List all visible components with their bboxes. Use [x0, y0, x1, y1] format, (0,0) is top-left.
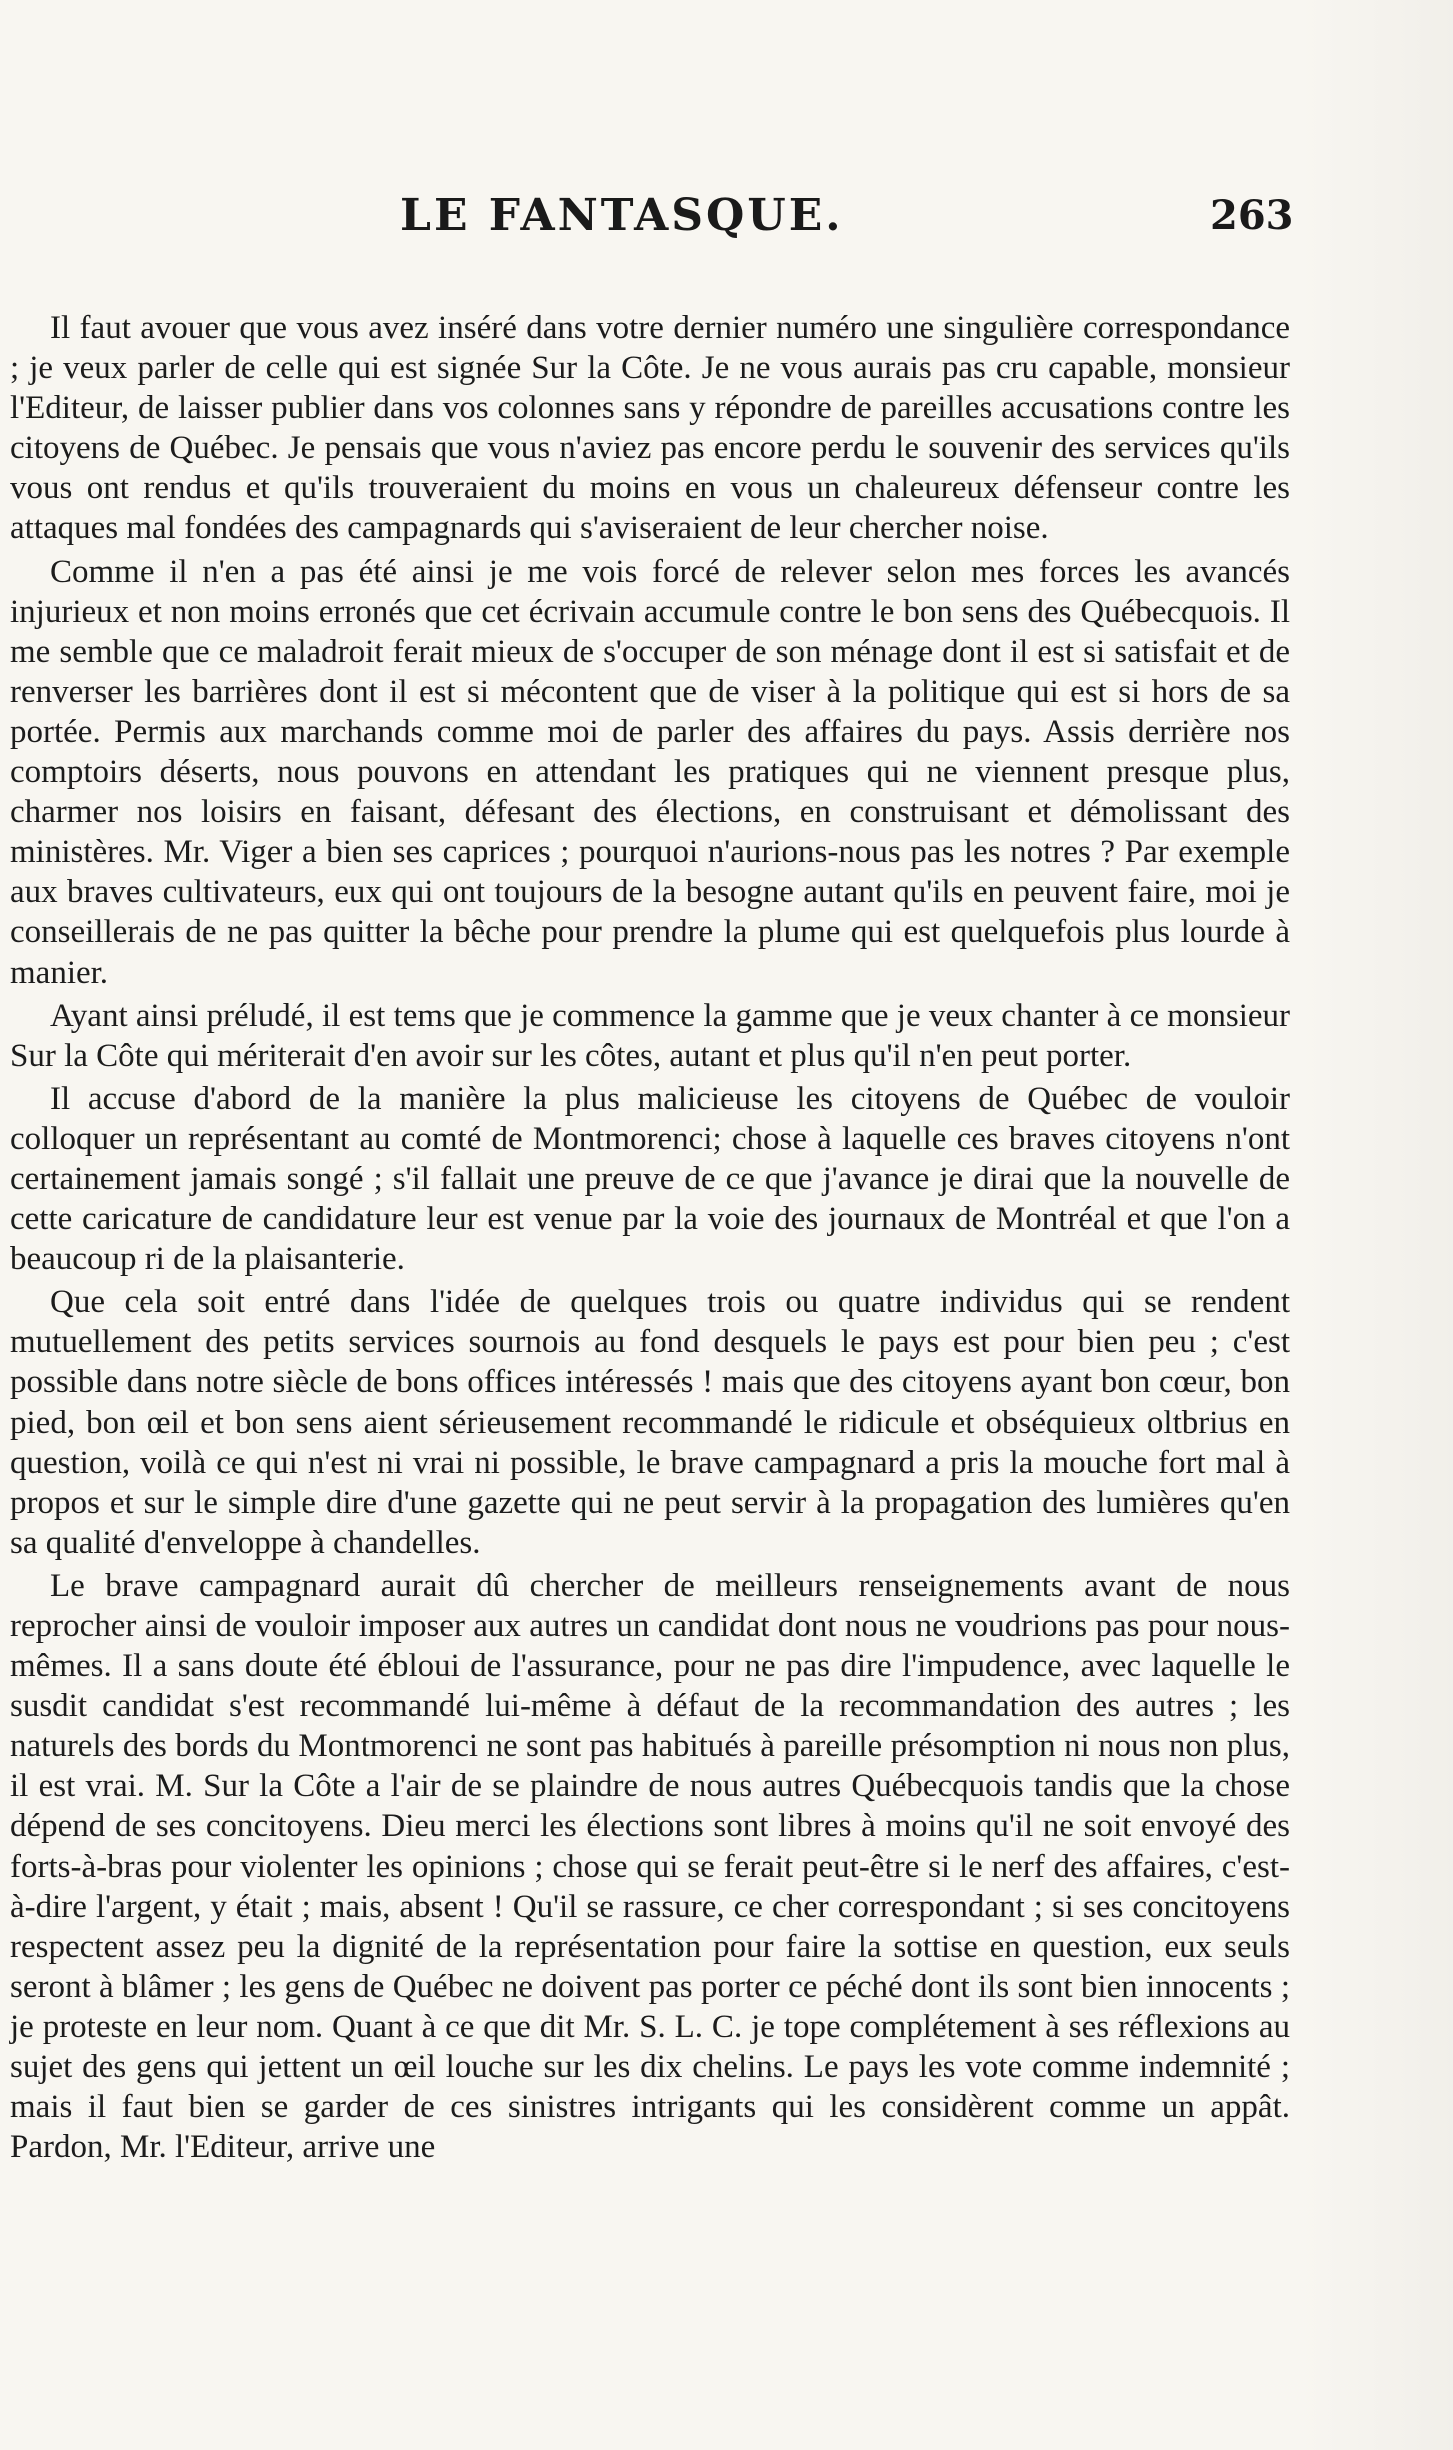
paragraph: Il accuse d'abord de la manière la plus malicieuse les citoyens de Québec de vouloir colloquer un représentant au comté de Montmorenci; chose à laquelle ces braves citoyens n'ont certainement jamais songé ; s'il fallait une preuve de ce que j'avance je dirai que la nouvelle de cette caricature de candidature leur est venue par la voie des journaux de Montréal et que l'on a beaucoup ri de la plaisanterie.: [10, 1080, 1290, 1278]
paragraph: Comme il n'en a pas été ainsi je me vois forcé de relever selon mes forces les avancés injurieux et non moins erronés que cet écrivain accumule contre le bon sens des Québecquois. Il me semble que ce maladroit ferait mieux de s'occuper de son ménage dont il est si satisfait et de renverser les barrières dont il est si mécontent que de viser à la politique qui est si hors de sa portée. Permis aux marchands comme moi de parler des affaires du pays. Assis derrière nos comptoirs déserts, nous pouvons en attendant les pratiques qui ne viennent presque plus, charmer nos loisirs en faisant, défesant des élections, en construisant et démolissant des ministères. Mr. Viger a bien ses caprices ; pourquoi n'aurions-nous pas les notres ? Par exemple aux braves cultivateurs, eux qui ont toujours de la besogne autant qu'ils en peuvent faire, moi je conseillerais de ne pas quitter la bêche pour prendre la plume qui est quelquefois plus lourde à manier.: [10, 553, 1290, 991]
paragraph: Il faut avouer que vous avez inséré dans votre dernier numéro une singulière correspondance ; je veux parler de celle qui est signée Sur la Côte. Je ne vous aurais pas cru capable, monsieur l'Editeur, de laisser publier dans vos colonnes sans y répondre de pareilles accusations contre les citoyens de Québec. Je pensais que vous n'aviez pas encore perdu le souvenir des services qu'ils vous ont rendus et qu'ils trouveraient du moins en vous un chaleureux défenseur contre les attaques mal fondées des campagnards qui s'aviseraient de leur chercher noise.: [10, 310, 1290, 547]
page-title: LE FANTASQUE.: [400, 190, 844, 241]
paragraph: Ayant ainsi préludé, il est tems que je commence la gamme que je veux chanter à ce monsieur Sur la Côte qui mériterait d'en avoir sur les côtes, autant et plus qu'il n'en peut porter.: [10, 997, 1290, 1074]
paragraph: Le brave campagnard aurait dû chercher de meilleurs renseignements avant de nous reprocher ainsi de vouloir imposer aux autres un candidat dont nous ne voudrions pas pour nous-mêmes. Il a sans doute été ébloui de l'assurance, pour ne pas dire l'impudence, avec laquelle le susdit candidat s'est recommandé lui-même à défaut de la recommandation des autres ; les naturels des bords du Montmorenci ne sont pas habitués à pareille présomption ni nous non plus, il est vrai. M. Sur la Côte a l'air de se plaindre de nous autres Québecquois tandis que la chose dépend de ses concitoyens. Dieu merci les élections sont libres à moins qu'il ne soit envoyé des forts-à-bras pour violenter les opinions ; chose qui se ferait peut-être si le nerf des affaires, c'est-à-dire l'argent, y était ; mais, absent ! Qu'il se rassure, ce cher correspondant ; si ses concitoyens respectent assez peu la dignité de la représentation pour faire la sottise en question, eux seuls seront à blâmer ; les gens de Québec ne doivent pas porter ce péché dont ils sont bien innocents ; je proteste en leur nom. Quant à ce que dit Mr. S. L. C. je tope complétement à ses réflexions au sujet des gens qui jettent un œil louche sur les dix chelins. Le pays les vote comme indemnité ; mais il faut bien se garder de ces sinistres intrigants qui les considèrent comme un appât. Pardon, Mr. l'Editeur, arrive une: [10, 1567, 1290, 2166]
page-number: 263: [1210, 192, 1294, 239]
page-header: [0, 190, 1453, 260]
article-body: [10, 308, 1290, 2167]
paragraph: Que cela soit entré dans l'idée de quelques trois ou quatre individus qui se rendent mutuellement des petits services sournois au fond desquels le pays est pour bien peu ; c'est possible dans notre siècle de bons offices intéressés ! mais que des citoyens ayant bon cœur, bon pied, bon œil et bon sens aient sérieusement recommandé le ridicule et obséquieux oltbrius en question, voilà ce qui n'est ni vrai ni possible, le brave campagnard a pris la mouche fort mal à propos et sur le simple dire d'une gazette qui ne peut servir à la propagation des lumières qu'en sa qualité d'enveloppe à chandelles.: [10, 1284, 1290, 1561]
scan-edge-shading: [1300, 0, 1453, 2450]
